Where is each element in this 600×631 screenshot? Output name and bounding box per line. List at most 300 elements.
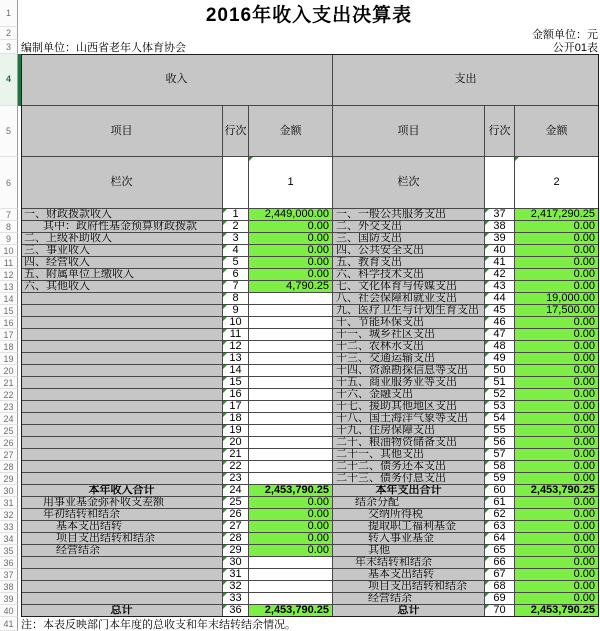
row-header[interactable]: 41 — [0, 617, 18, 631]
income-item-cell[interactable]: 一、财政拨款收入 — [21, 209, 223, 221]
income-amount-cell[interactable] — [249, 329, 333, 341]
table-row — [0, 521, 600, 533]
expense-amount-header[interactable]: 金额 — [515, 106, 599, 158]
line-number-cell[interactable] — [223, 401, 249, 413]
income-item-cell[interactable] — [21, 425, 223, 437]
table-row — [0, 437, 600, 449]
income-amount-cell[interactable] — [249, 353, 333, 365]
line-number-cell[interactable] — [223, 257, 249, 269]
row-header[interactable]: 32 — [0, 509, 18, 521]
income-amount-cell[interactable] — [249, 593, 333, 605]
green-triangle-icon — [485, 593, 489, 597]
table-row — [0, 413, 600, 425]
expense-amount-cell[interactable]: 0.00 — [515, 593, 599, 605]
income-amount-cell[interactable]: 4,790.25 — [249, 281, 333, 293]
row-header[interactable]: 18 — [0, 341, 18, 353]
income-item-cell[interactable]: 本年收入合计 — [21, 485, 223, 497]
income-amount-cell[interactable]: 0.00 — [249, 533, 333, 545]
income-item-cell[interactable] — [21, 341, 223, 353]
expense-amount-cell[interactable]: 0.00 — [515, 545, 599, 557]
expense-item-cell[interactable]: 结余分配 — [333, 497, 485, 509]
expense-item-cell[interactable]: 十八、国土海洋气象等支出 — [333, 413, 485, 425]
income-amount-header[interactable]: 金额 — [249, 106, 333, 158]
expense-item-cell[interactable]: 五、教育支出 — [333, 257, 485, 269]
row-header[interactable]: 22 — [0, 389, 18, 401]
line-number: 33 — [229, 593, 242, 605]
income-amount-cell[interactable]: 0.00 — [249, 233, 333, 245]
income-item-cell[interactable]: 六、其他收入 — [21, 281, 223, 293]
income-item-cell[interactable] — [21, 569, 223, 581]
income-item-cell[interactable] — [21, 593, 223, 605]
income-amount-cell[interactable] — [249, 341, 333, 353]
expense-section-header[interactable]: 支出 — [333, 54, 599, 106]
line-number-cell[interactable] — [485, 257, 515, 269]
row-header[interactable]: 7 — [0, 209, 18, 221]
line-number-cell[interactable] — [223, 449, 249, 461]
expense-amount-cell[interactable]: 0.00 — [515, 413, 599, 425]
expense-item-cell[interactable]: 转入事业基金 — [333, 533, 485, 545]
green-triangle-icon — [223, 509, 227, 513]
green-triangle-icon — [485, 521, 489, 525]
line-number-cell[interactable] — [223, 497, 249, 509]
line-number-cell[interactable] — [485, 497, 515, 509]
income-item-header[interactable]: 项目 — [21, 106, 223, 158]
income-item-cell[interactable] — [21, 389, 223, 401]
line-number: 16 — [229, 389, 242, 401]
blank-cell[interactable] — [223, 157, 249, 209]
expense-item-cell[interactable]: 基本支出结转 — [333, 569, 485, 581]
amount-unit-label[interactable]: 金额单位：元 — [532, 28, 598, 41]
expense-item-cell[interactable]: 十、节能环保支出 — [333, 317, 485, 329]
expense-item-cell[interactable]: 三、国防支出 — [333, 233, 485, 245]
income-amount-cell[interactable]: 0.00 — [249, 245, 333, 257]
row-header[interactable]: 19 — [0, 353, 18, 365]
income-amount-cell[interactable]: 0.00 — [249, 269, 333, 281]
income-item-cell[interactable] — [21, 461, 223, 473]
line-number-cell[interactable] — [485, 377, 515, 389]
expense-amount-cell[interactable]: 0.00 — [515, 449, 599, 461]
expense-amount-cell[interactable]: 2,453,790.25 — [515, 605, 599, 617]
income-item-cell[interactable]: 五、附属单位上缴收入 — [21, 269, 223, 281]
table-row — [0, 473, 600, 485]
line-number-cell[interactable] — [223, 209, 249, 221]
line-number-cell[interactable] — [485, 413, 515, 425]
row-header[interactable]: 20 — [0, 365, 18, 377]
row-header[interactable]: 26 — [0, 437, 18, 449]
line-number-cell[interactable] — [485, 593, 515, 605]
expense-item-cell[interactable]: 九、医疗卫生与计划生育支出 — [333, 305, 485, 317]
green-triangle-icon — [223, 557, 227, 561]
expense-item-header[interactable]: 项目 — [333, 106, 485, 158]
row-header[interactable]: 27 — [0, 449, 18, 461]
line-number-cell[interactable] — [223, 569, 249, 581]
expense-item-cell[interactable]: 一、一般公共服务支出 — [333, 209, 485, 221]
line-number-cell[interactable] — [223, 377, 249, 389]
expense-amount-cell[interactable]: 19,000.00 — [515, 293, 599, 305]
income-amount-cell[interactable] — [249, 437, 333, 449]
line-number-cell[interactable] — [223, 329, 249, 341]
expense-amount-cell[interactable]: 0.00 — [515, 257, 599, 269]
line-number-cell[interactable] — [223, 509, 249, 521]
expense-item-cell[interactable]: 十五、商业服务业等支出 — [333, 377, 485, 389]
line-number-cell[interactable] — [223, 245, 249, 257]
expense-amount-cell[interactable]: 0.00 — [515, 269, 599, 281]
income-amount-cell[interactable] — [249, 449, 333, 461]
expense-item-cell[interactable]: 项目支出结转和结余 — [333, 581, 485, 593]
expense-amount-cell[interactable]: 0.00 — [515, 461, 599, 473]
expense-amount-cell[interactable]: 0.00 — [515, 401, 599, 413]
row-header[interactable]: 10 — [0, 245, 18, 257]
expense-item-cell[interactable]: 交纳所得税 — [333, 509, 485, 521]
table — [0, 54, 600, 617]
line-number-cell[interactable] — [223, 593, 249, 605]
row-header[interactable]: 37 — [0, 569, 18, 581]
expense-amount-cell[interactable]: 0.00 — [515, 377, 599, 389]
row-header[interactable]: 14 — [0, 293, 18, 305]
income-amount-cell[interactable]: 0.00 — [249, 221, 333, 233]
line-number-cell[interactable] — [485, 581, 515, 593]
income-item-cell[interactable] — [21, 353, 223, 365]
row-header[interactable]: 31 — [0, 497, 18, 509]
income-amount-cell[interactable] — [249, 377, 333, 389]
line-number-cell[interactable] — [223, 545, 249, 557]
expense-item-cell[interactable]: 总计 — [333, 605, 485, 617]
income-amount-cell[interactable] — [249, 317, 333, 329]
expense-amount-cell[interactable]: 0.00 — [515, 569, 599, 581]
line-number-cell[interactable] — [223, 425, 249, 437]
expense-amount-cell[interactable]: 0.00 — [515, 521, 599, 533]
income-item-cell[interactable] — [21, 401, 223, 413]
income-amount-cell[interactable] — [249, 473, 333, 485]
income-item-cell[interactable] — [21, 581, 223, 593]
line-number-cell[interactable] — [485, 533, 515, 545]
line-number: 8 — [232, 293, 239, 305]
line-number-cell[interactable] — [485, 353, 515, 365]
row-header[interactable]: 11 — [0, 257, 18, 269]
rank-label-cell[interactable]: 栏次 — [333, 157, 485, 209]
line-number-cell[interactable] — [485, 557, 515, 569]
line-number-cell[interactable] — [223, 221, 249, 233]
income-amount-cell[interactable] — [249, 293, 333, 305]
line-number-cell[interactable] — [223, 305, 249, 317]
row-header[interactable]: 16 — [0, 317, 18, 329]
rank-label-cell[interactable]: 栏次 — [21, 157, 223, 209]
line-number-cell[interactable] — [485, 509, 515, 521]
expense-col-number-cell[interactable] — [515, 157, 599, 209]
line-number-cell[interactable] — [485, 545, 515, 557]
expense-amount-cell[interactable]: 0.00 — [515, 317, 599, 329]
line-number-cell[interactable] — [223, 521, 249, 533]
row-header[interactable]: 24 — [0, 413, 18, 425]
row-header[interactable]: 21 — [0, 377, 18, 389]
line-number: 13 — [229, 353, 242, 365]
sheet-number-label[interactable]: 公开01表 — [552, 42, 598, 54]
expense-amount-cell[interactable]: 0.00 — [515, 233, 599, 245]
org-sheet-line — [18, 40, 600, 54]
line-number-cell[interactable] — [485, 437, 515, 449]
green-triangle-icon — [485, 281, 489, 285]
row-header[interactable]: 29 — [0, 473, 18, 485]
table-row — [0, 157, 600, 209]
expense-item-cell[interactable]: 经营结余 — [333, 593, 485, 605]
line-number-cell[interactable] — [223, 581, 249, 593]
line-number-cell[interactable] — [223, 353, 249, 365]
prepared-by-label[interactable]: 编制单位：山西省老年人体育协会 — [21, 42, 186, 54]
line-number-cell[interactable] — [223, 293, 249, 305]
row-header[interactable]: 34 — [0, 533, 18, 545]
line-number-cell[interactable] — [485, 485, 515, 497]
income-amount-cell[interactable] — [249, 581, 333, 593]
row-header[interactable]: 8 — [0, 221, 18, 233]
line-number: 6 — [232, 269, 239, 281]
green-triangle-icon — [485, 365, 489, 369]
green-triangle-icon — [223, 581, 227, 585]
expense-item-cell[interactable]: 十七、援助其他地区支出 — [333, 401, 485, 413]
line-number-cell[interactable] — [485, 209, 515, 221]
income-amount-cell[interactable]: 2,453,790.25 — [249, 485, 333, 497]
expense-item-cell[interactable]: 十二、农林水支出 — [333, 341, 485, 353]
line-number: 59 — [493, 473, 506, 485]
row-header[interactable]: 35 — [0, 545, 18, 557]
row-header-selected[interactable]: 4 — [0, 54, 18, 106]
income-amount-cell[interactable] — [249, 461, 333, 473]
income-item-cell[interactable]: 总计 — [21, 605, 223, 617]
green-triangle-icon — [223, 497, 227, 501]
income-amount-cell[interactable]: 2,453,790.25 — [249, 605, 333, 617]
blank-cell[interactable] — [485, 157, 515, 209]
line-number-cell[interactable] — [485, 449, 515, 461]
line-number-cell[interactable] — [485, 269, 515, 281]
income-amount-cell[interactable]: 0.00 — [249, 521, 333, 533]
row-header[interactable]: 36 — [0, 557, 18, 569]
line-number: 4 — [232, 245, 239, 257]
income-item-cell[interactable] — [21, 365, 223, 377]
green-triangle-icon — [485, 305, 489, 309]
line-number: 19 — [229, 425, 242, 437]
expense-item-cell[interactable]: 十六、金融支出 — [333, 389, 485, 401]
income-amount-cell[interactable] — [249, 401, 333, 413]
line-number-cell[interactable] — [223, 437, 249, 449]
row-header[interactable]: 9 — [0, 233, 18, 245]
income-amount-cell[interactable]: 2,449,000.00 — [249, 209, 333, 221]
line-number-cell[interactable] — [485, 401, 515, 413]
row-header[interactable]: 3 — [0, 40, 18, 54]
income-amount-cell[interactable]: 0.00 — [249, 545, 333, 557]
row-header[interactable]: 25 — [0, 425, 18, 437]
line-number-cell[interactable] — [485, 293, 515, 305]
line-number-cell[interactable] — [485, 521, 515, 533]
row-header[interactable]: 15 — [0, 305, 18, 317]
income-item-cell[interactable] — [21, 317, 223, 329]
line-number-cell[interactable] — [485, 233, 515, 245]
income-item-cell[interactable] — [21, 305, 223, 317]
line-number-cell[interactable] — [485, 317, 515, 329]
expense-item-cell[interactable]: 年末结转和结余 — [333, 557, 485, 569]
line-number-cell[interactable] — [485, 473, 515, 485]
income-item-cell[interactable]: 年初结转和结余 — [21, 509, 223, 521]
line-number-cell[interactable] — [223, 461, 249, 473]
row-header[interactable]: 30 — [0, 485, 18, 497]
expense-amount-cell[interactable]: 0.00 — [515, 437, 599, 449]
expense-amount-cell[interactable]: 0.00 — [515, 509, 599, 521]
line-number-cell[interactable] — [223, 365, 249, 377]
income-item-cell[interactable]: 二、上级补助收入 — [21, 233, 223, 245]
expense-amount-cell[interactable]: 0.00 — [515, 473, 599, 485]
expense-item-cell[interactable]: 十九、住房保障支出 — [333, 425, 485, 437]
expense-amount-cell[interactable]: 2,417,290.25 — [515, 209, 599, 221]
expense-amount-cell[interactable]: 0.00 — [515, 353, 599, 365]
expense-item-cell[interactable]: 二十、粮油物资储备支出 — [333, 437, 485, 449]
line-number-cell[interactable] — [223, 605, 249, 617]
row-header[interactable]: 5 — [0, 106, 18, 158]
green-triangle-icon — [485, 269, 489, 273]
income-item-cell[interactable]: 三、事业收入 — [21, 245, 223, 257]
line-number-cell[interactable] — [485, 389, 515, 401]
income-amount-cell[interactable] — [249, 413, 333, 425]
line-number-cell[interactable] — [223, 269, 249, 281]
line-number-cell[interactable] — [485, 221, 515, 233]
row-header[interactable]: 13 — [0, 281, 18, 293]
line-number-cell[interactable] — [223, 413, 249, 425]
expense-amount-cell[interactable]: 0.00 — [515, 533, 599, 545]
line-number-cell[interactable] — [485, 605, 515, 617]
income-item-cell[interactable] — [21, 473, 223, 485]
expense-amount-cell[interactable]: 0.00 — [515, 497, 599, 509]
line-number-cell[interactable] — [485, 425, 515, 437]
expense-amount-cell[interactable]: 17,500.00 — [515, 305, 599, 317]
page-title[interactable]: 2016年收入支出决算表 — [205, 5, 413, 26]
expense-amount-cell[interactable]: 0.00 — [515, 341, 599, 353]
expense-item-cell[interactable]: 二十三、债务付息支出 — [333, 473, 485, 485]
expense-amount-cell[interactable]: 0.00 — [515, 281, 599, 293]
line-number-cell[interactable] — [223, 341, 249, 353]
expense-amount-cell[interactable]: 0.00 — [515, 329, 599, 341]
row-header[interactable]: 38 — [0, 581, 18, 593]
expense-line-header[interactable]: 行次 — [485, 106, 515, 158]
expense-item-cell[interactable]: 十一、城乡社区支出 — [333, 329, 485, 341]
row-header[interactable]: 6 — [0, 157, 18, 209]
row-header[interactable]: 12 — [0, 269, 18, 281]
line-number: 31 — [229, 569, 242, 581]
income-item-cell[interactable] — [21, 413, 223, 425]
line-number: 63 — [493, 521, 506, 533]
expense-item-cell[interactable]: 十四、资源勘探信息等支出 — [333, 365, 485, 377]
expense-item-cell[interactable]: 其他 — [333, 545, 485, 557]
income-item-cell[interactable] — [21, 449, 223, 461]
income-item-cell[interactable]: 其中：政府性基金预算财政拨款 — [21, 221, 223, 233]
line-number-cell[interactable] — [223, 485, 249, 497]
table-row — [0, 106, 600, 158]
table-row — [0, 293, 600, 305]
line-number-cell[interactable] — [223, 557, 249, 569]
expense-item-cell[interactable]: 六、科学技术支出 — [333, 269, 485, 281]
line-number-cell[interactable] — [485, 461, 515, 473]
income-item-cell[interactable]: 经营结余 — [21, 545, 223, 557]
row-header[interactable]: 17 — [0, 329, 18, 341]
row-header[interactable]: 39 — [0, 593, 18, 605]
expense-amount-cell[interactable]: 0.00 — [515, 365, 599, 377]
income-item-cell[interactable] — [21, 437, 223, 449]
income-amount-cell[interactable] — [249, 425, 333, 437]
row-header[interactable]: 33 — [0, 521, 18, 533]
income-amount-cell[interactable] — [249, 305, 333, 317]
income-line-header[interactable]: 行次 — [223, 106, 249, 158]
income-item-cell[interactable]: 项目支出结转和结余 — [21, 533, 223, 545]
row-header[interactable]: 40 — [0, 605, 18, 617]
income-amount-cell[interactable]: 0.00 — [249, 509, 333, 521]
income-section-header[interactable]: 收入 — [21, 54, 333, 106]
line-number-cell[interactable] — [223, 473, 249, 485]
green-triangle-icon — [485, 473, 489, 477]
green-triangle-icon — [485, 581, 489, 585]
line-number-cell[interactable] — [223, 281, 249, 293]
line-number-cell[interactable] — [223, 389, 249, 401]
expense-amount-cell[interactable]: 0.00 — [515, 581, 599, 593]
expense-amount-cell[interactable]: 0.00 — [515, 557, 599, 569]
income-item-cell[interactable] — [21, 293, 223, 305]
income-item-cell[interactable]: 基本支出结转 — [21, 521, 223, 533]
income-item-cell[interactable] — [21, 329, 223, 341]
expense-item-cell[interactable]: 二、外交支出 — [333, 221, 485, 233]
line-number: 41 — [493, 257, 506, 269]
income-item-cell[interactable] — [21, 557, 223, 569]
income-amount-cell[interactable]: 0.00 — [249, 497, 333, 509]
expense-item-cell[interactable]: 八、社会保障和就业支出 — [333, 293, 485, 305]
line-number-cell[interactable] — [485, 281, 515, 293]
income-item-cell[interactable] — [21, 377, 223, 389]
expense-amount-cell[interactable]: 0.00 — [515, 221, 599, 233]
expense-amount-cell[interactable]: 0.00 — [515, 389, 599, 401]
line-number-cell[interactable] — [485, 305, 515, 317]
green-triangle-icon — [223, 569, 227, 573]
line-number-cell[interactable] — [485, 245, 515, 257]
expense-amount-cell[interactable]: 0.00 — [515, 245, 599, 257]
line-number: 29 — [229, 545, 242, 557]
income-amount-cell[interactable]: 0.00 — [249, 257, 333, 269]
expense-item-cell[interactable]: 七、文化体育与传媒支出 — [333, 281, 485, 293]
expense-amount-cell[interactable]: 2,453,790.25 — [515, 485, 599, 497]
line-number-cell[interactable] — [223, 317, 249, 329]
income-amount-cell[interactable] — [249, 365, 333, 377]
footnote-text[interactable]: 注：本表反映部门本年度的总收支和年末结转结余情况。 — [21, 619, 296, 631]
line-number-cell[interactable] — [485, 569, 515, 581]
expense-amount-cell[interactable]: 0.00 — [515, 425, 599, 437]
income-amount-cell[interactable] — [249, 569, 333, 581]
income-item-cell[interactable]: 四、经营收入 — [21, 257, 223, 269]
expense-item-cell[interactable]: 二十一、其他支出 — [333, 449, 485, 461]
row-header[interactable]: 2 — [0, 27, 18, 40]
income-amount-cell[interactable] — [249, 389, 333, 401]
expense-item-cell[interactable]: 四、公共安全支出 — [333, 245, 485, 257]
row-header[interactable]: 1 — [0, 0, 18, 27]
green-triangle-icon — [485, 257, 489, 261]
income-item-cell[interactable]: 用事业基金弥补收支差额 — [21, 497, 223, 509]
row-header[interactable]: 28 — [0, 461, 18, 473]
line-number-cell[interactable] — [485, 329, 515, 341]
expense-item-cell[interactable]: 本年支出合计 — [333, 485, 485, 497]
line-number: 11 — [229, 329, 242, 341]
income-col-number-cell[interactable] — [249, 157, 333, 209]
line-number-cell[interactable] — [223, 233, 249, 245]
row-header[interactable]: 23 — [0, 401, 18, 413]
expense-item-cell[interactable]: 提取职工福利基金 — [333, 521, 485, 533]
line-number-cell[interactable] — [485, 365, 515, 377]
expense-item-cell[interactable]: 十三、交通运输支出 — [333, 353, 485, 365]
line-number-cell[interactable] — [223, 533, 249, 545]
line-number-cell[interactable] — [485, 341, 515, 353]
income-amount-cell[interactable] — [249, 557, 333, 569]
expense-item-cell[interactable]: 二十二、债务还本支出 — [333, 461, 485, 473]
